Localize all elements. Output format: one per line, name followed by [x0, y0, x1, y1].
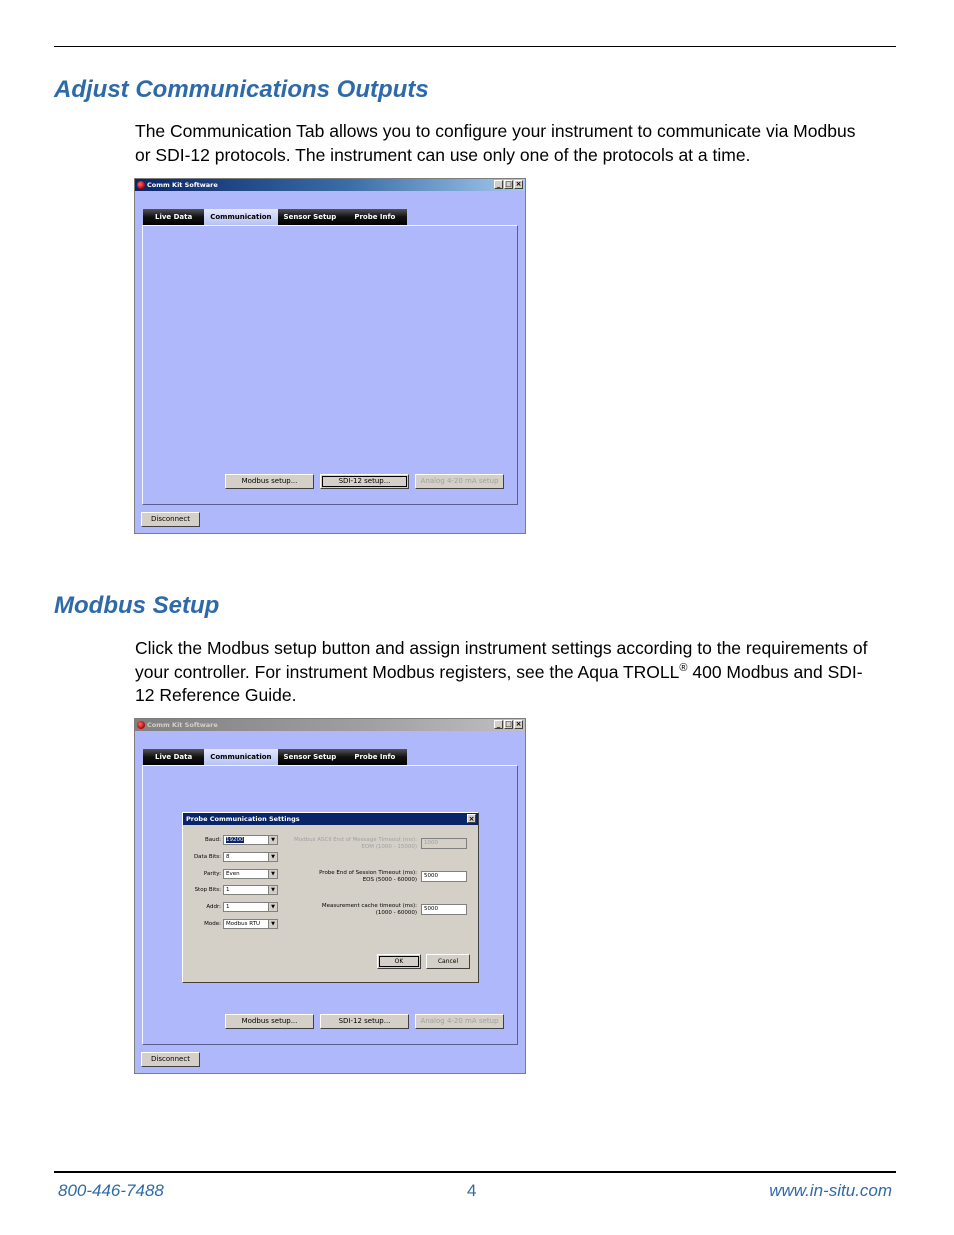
- baud-select[interactable]: 19200 ▼: [223, 835, 278, 845]
- tab-sensor-setup[interactable]: Sensor Setup: [278, 209, 343, 225]
- ascii-timeout-label: Modbus ASCII End of Message Timeout (ms): EOM (1000 - 15000): [294, 837, 417, 850]
- addr-select[interactable]: 1 ▼: [223, 902, 278, 912]
- tab-communication[interactable]: Communication: [204, 209, 277, 225]
- section-heading-modbus-setup: Modbus Setup: [54, 592, 220, 619]
- modbus-setup-button[interactable]: Modbus setup...: [225, 474, 314, 489]
- tab-probe-info[interactable]: Probe Info: [342, 749, 407, 765]
- field-label-mode: Mode:: [204, 921, 221, 927]
- field-label-stop-bits: Stop Bits:: [194, 887, 221, 893]
- chevron-down-icon[interactable]: ▼: [268, 903, 277, 911]
- field-label-addr: Addr:: [206, 904, 221, 910]
- app-icon: [137, 181, 145, 189]
- eos-timeout-label: Probe End of Session Timeout (ms): EOS (5000 - 60000): [319, 870, 417, 883]
- minimize-icon[interactable]: _: [494, 180, 503, 189]
- cache-timeout-input[interactable]: 5000: [421, 904, 467, 915]
- communication-panel: [142, 225, 518, 505]
- footer-website[interactable]: www.in-situ.com: [769, 1181, 892, 1200]
- comm-kit-window-screenshot-2: [134, 718, 526, 1074]
- ok-button[interactable]: OK: [377, 954, 421, 969]
- field-label-baud: Baud:: [205, 837, 221, 843]
- disconnect-button[interactable]: Disconnect: [141, 1052, 200, 1067]
- tab-communication[interactable]: Communication: [204, 749, 277, 765]
- close-icon[interactable]: ×: [515, 720, 522, 728]
- analog-setup-button[interactable]: Analog 4-20 mA setup: [415, 474, 504, 489]
- section-heading-adjust-communications: Adjust Communications Outputs: [54, 76, 429, 103]
- chevron-down-icon[interactable]: ▼: [268, 853, 277, 861]
- close-icon[interactable]: ×: [468, 815, 475, 823]
- maximize-icon[interactable]: □: [505, 720, 512, 728]
- chevron-down-icon[interactable]: ▼: [268, 870, 277, 878]
- cancel-button[interactable]: Cancel: [426, 954, 470, 969]
- window-title: Comm Kit Software: [147, 721, 218, 729]
- ascii-timeout-input[interactable]: 1000: [421, 838, 467, 849]
- probe-communication-settings-dialog: [182, 812, 479, 983]
- tab-bar: [143, 749, 407, 765]
- window-titlebar: [135, 719, 525, 731]
- mode-select[interactable]: Modbus RTU ▼: [223, 919, 278, 929]
- modbus-setup-button[interactable]: Modbus setup...: [225, 1014, 314, 1029]
- field-label-parity: Parity:: [203, 871, 221, 877]
- footer-phone: 800-446-7488: [58, 1181, 164, 1200]
- sdi12-setup-button[interactable]: SDI-12 setup...: [320, 1014, 409, 1029]
- field-label-data-bits: Data Bits:: [193, 854, 221, 860]
- window-title: Comm Kit Software: [147, 181, 218, 189]
- tab-bar: [143, 209, 407, 225]
- eos-timeout-input[interactable]: 5000: [421, 871, 467, 882]
- section-body-modbus-setup: [135, 637, 875, 708]
- stop-bits-select[interactable]: 1 ▼: [223, 885, 278, 895]
- analog-setup-button[interactable]: Analog 4-20 mA setup: [415, 1014, 504, 1029]
- body-text-part-1: Click the Modbus setup button and assign instrument settings according to the requirements of your controller. For instrument Modbus registers, see the Aqua TROLL: [135, 638, 868, 682]
- dialog-title: Probe Communication Settings: [186, 815, 300, 823]
- maximize-icon[interactable]: □: [505, 180, 512, 188]
- parity-select[interactable]: Even ▼: [223, 869, 278, 879]
- disconnect-button[interactable]: Disconnect: [141, 512, 200, 527]
- chevron-down-icon[interactable]: ▼: [268, 920, 277, 928]
- close-icon[interactable]: ×: [515, 180, 522, 188]
- tab-probe-info[interactable]: Probe Info: [342, 209, 407, 225]
- data-bits-select[interactable]: 8 ▼: [223, 852, 278, 862]
- footer-rule: [54, 1171, 896, 1173]
- chevron-down-icon[interactable]: ▼: [268, 886, 277, 894]
- header-rule: [54, 46, 896, 47]
- page-number: 4: [467, 1181, 477, 1200]
- cache-timeout-label: Measurement cache timeout (ms): (1000 - 60000): [321, 903, 417, 916]
- comm-kit-window-screenshot-1: [134, 178, 526, 534]
- section-body-communication-tab: The Communication Tab allows you to configure your instrument to communicate via Modbus or SDI-12 protocols. The instrument can use only one of the protocols at a time.: [135, 121, 856, 165]
- tab-sensor-setup[interactable]: Sensor Setup: [278, 749, 343, 765]
- minimize-icon[interactable]: _: [494, 720, 503, 729]
- body-text-part-2: 400 Modbus and SDI-12 Reference Guide.: [135, 661, 863, 705]
- window-titlebar: [135, 179, 525, 191]
- sdi12-setup-button[interactable]: SDI-12 setup...: [320, 474, 409, 489]
- registered-mark: ®: [679, 661, 688, 674]
- chevron-down-icon[interactable]: ▼: [268, 836, 277, 844]
- dialog-titlebar: [183, 813, 478, 825]
- app-icon: [137, 721, 145, 729]
- tab-live-data[interactable]: Live Data: [143, 209, 204, 225]
- tab-live-data[interactable]: Live Data: [143, 749, 204, 765]
